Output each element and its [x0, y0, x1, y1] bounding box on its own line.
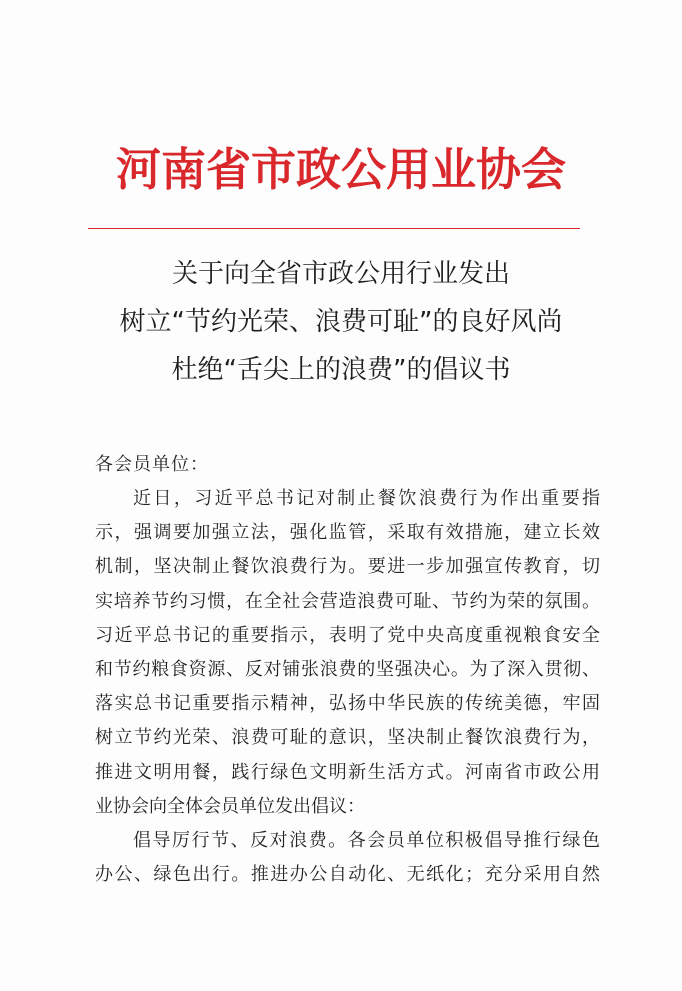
red-divider-line: [88, 228, 580, 229]
body-line: 业协会向全体会员单位发出倡议：: [95, 795, 365, 817]
body-line: 落实总书记重要指示精神，弘扬中华民族的传统美德，牢固: [95, 693, 600, 715]
body-line: 办公、绿色出行。推进办公自动化、无纸化；充分采用自然: [95, 864, 600, 886]
body-text: [95, 482, 600, 892]
body-line: 习近平总书记的重要指示，表明了党中央高度重视粮食安全: [95, 624, 600, 646]
title-line: 关于向全省市政公用行业发出: [171, 259, 510, 289]
title-line: 杜绝“舌尖上的浪费”的倡议书: [171, 355, 511, 385]
body-line: 实培养节约习惯，在全社会营造浪费可耻、节约为荣的氛围。: [95, 590, 600, 612]
document-title: [0, 250, 682, 394]
body-line: 和节约粮食资源、反对铺张浪费的坚强决心。为了深入贯彻、: [95, 658, 600, 680]
body-line: 机制，坚决制止餐饮浪费行为。要进一步加强宣传教育，切: [95, 556, 600, 578]
salutation: 各会员单位：: [95, 454, 209, 475]
body-line: 示，强调要加强立法，强化监管，采取有效措施，建立长效: [95, 522, 600, 544]
title-line: 树立“节约光荣、浪费可耻”的良好风尚: [119, 307, 563, 337]
body-line: 推进文明用餐，践行绿色文明新生活方式。河南省市政公用: [95, 761, 600, 783]
body-line: 近日，习近平总书记对制止餐饮浪费行为作出重要指: [133, 488, 600, 509]
organization-title: 河南省市政公用业协会: [115, 143, 566, 196]
body-line: 树立节约光荣、浪费可耻的意识，坚决制止餐饮浪费行为，: [95, 727, 600, 749]
body-line: 倡导厉行节、反对浪费。各会员单位积极倡导推行绿色: [133, 829, 600, 851]
